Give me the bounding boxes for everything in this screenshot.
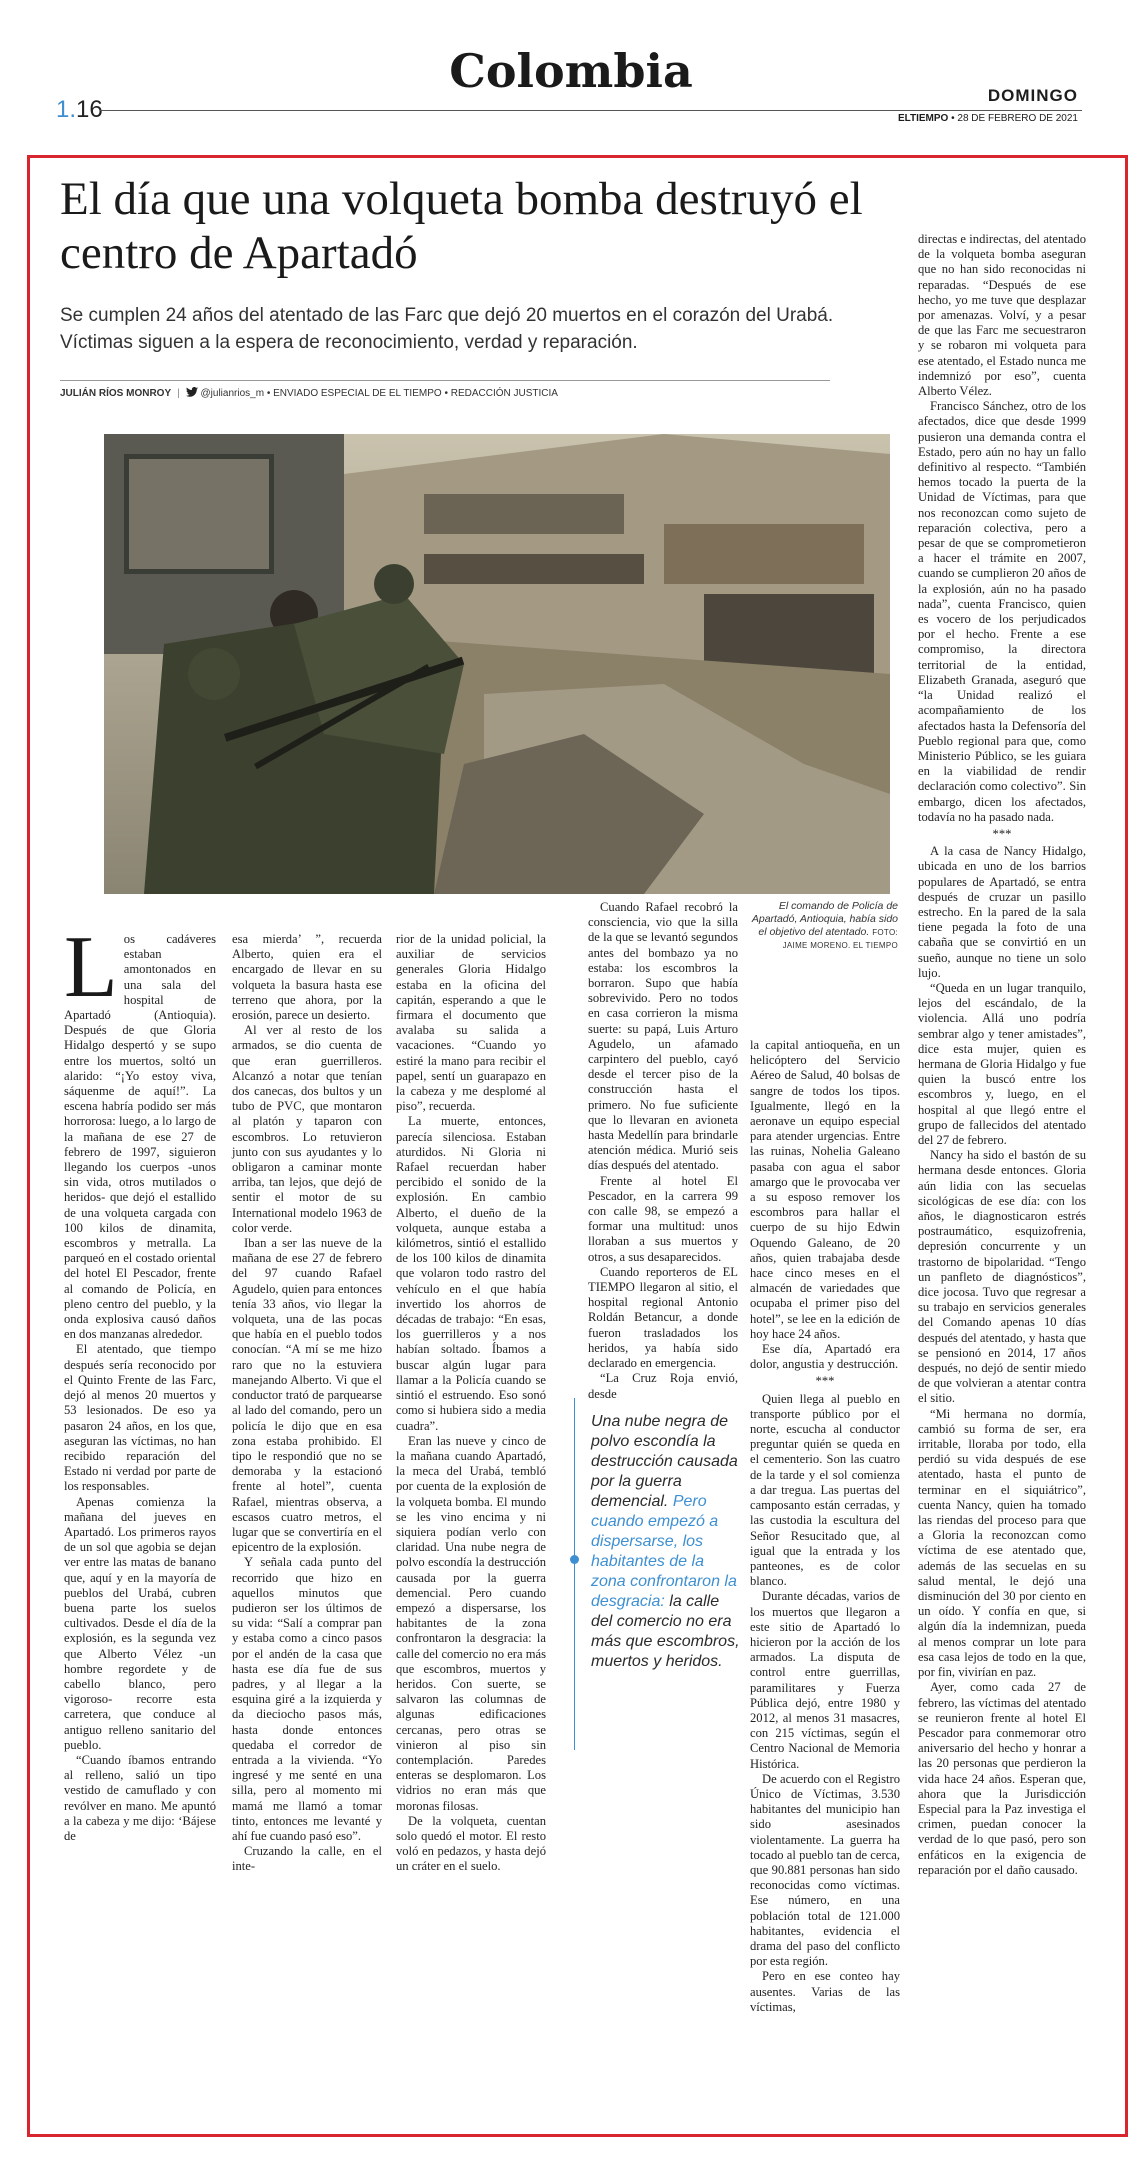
paragraph: Iban a ser las nueve de la mañana de ese 27 de febrero del 97 cuando Rafael Agudelo, quien para entonces tenía 33 años, vio llegar la volqueta, una de las pocas que había en el pueblo todos conocían. “A mí se me hizo raro que no la estuviera manejando Alberto. Vi que el conductor trató de parquearse al lado del comando, pero un policía le dijo que en esa zona estaba prohibido. El tipo le respondió que no se demoraba y la estacionó frente al hotel”, cuenta Rafael, mientras observa, a escasos cuatro metros, el lugar que se convertiría en el epicentro de la explosión. — [232, 1236, 382, 1555]
paragraph: Apenas comienza la mañana del jueves en Apartadó. Los primeros rayos de un sol que agobia se dejan ver entre las matas de banano que, aquí y en la mayoría de pueblos del Urabá, cubren buena parte los suelos cultivados. Desde el día de la explosión, es la segunda vez que Alberto Vélez -un hombre regordete y de cabello blanco, pero vigoroso- recorre esta carretera, que conduce al antiguo relleno sanitario del pueblo. — [64, 1494, 216, 1752]
column-4 — [588, 900, 738, 1401]
paragraph: Quien llega al pueblo en transporte público por el norte, escucha al conductor preguntar quién se queda en el cementerio. Son las cuatro de la tarde y el sol comienza a dar tregua. Las puertas del camposanto están cerradas, y las custodia la escultura del Señor Resucitado que, al igual que la entrada y los panteones, es de color blanco. — [750, 1391, 900, 1589]
paragraph: A la casa de Nancy Hidalgo, ubicada en uno de los barrios populares de Apartadó, se entra después de cruzar un pasillo estrecho. En la pared de la sala tiene pegada la foto de una cabaña que se convirtió en un sueño, aunque no tiene un solo lujo. — [918, 844, 1086, 980]
date-text: • 28 DE FEBRERO DE 2021 — [948, 113, 1078, 124]
column-5 — [750, 1038, 900, 2102]
page-number-value: 16 — [76, 96, 103, 123]
author-handle: @julianrios_m — [200, 388, 265, 399]
article-photo — [104, 434, 890, 894]
paragraph: Cruzando la calle, en el inte- — [232, 1844, 382, 1874]
column-6 — [918, 232, 1086, 2102]
paragraph: Nancy ha sido el bastón de su hermana desde entonces. Gloria aún lidia con las secuelas sicológicas de ese día: con los años, le diagnosticaron estrés postraumático, esquizofrenia, depresión concurrente y un trastorno de bipolaridad. “Tengo un panfleto de diagnósticos”, dice jocosa. Tuvo que regresar a su trabajo en servicios generales del Comando apenas 10 días después del atentado, y hasta que se pensionó en 2014, 17 años después, no dejó de sentir miedo de que volvieran a atentar contra el sitio. — [918, 1148, 1086, 1406]
paragraph: directas e indirectas, del atentado de la volqueta bomba aseguran que no han sido reconocidas ni reparadas. “Después de ese hecho, yo me tuve que desplazar por amenazas. Volví, y a pesar de que las Farc me secuestraron y se robaron mi volqueta para ese atentado, el Estado nunca me indemnizó por eso”, cuenta Alberto Vélez. — [918, 232, 1086, 399]
paragraph: De la volqueta, cuentan solo quedó el motor. El resto voló en pedazos, y hasta dejó un cráter en el suelo. — [396, 1813, 546, 1874]
page-number — [56, 96, 103, 124]
paragraph: Durante décadas, varios de los muertos que llegaron a este sitio de Apartadó lo hicieron por la acción de los armados. La disputa de control entre guerrillas, paramilitares y Fuerza Pública dejó, entre 1980 y 2012, al menos 31 masacres, con 215 víctimas, según el Centro Nacional de Memoria Histórica. — [750, 1589, 900, 1771]
pullquote-text: Una nube negra de polvo escondía la destrucción causada por la guerra demencial. — [591, 1413, 738, 1510]
paragraph: la capital antioqueña, en un helicóptero del Servicio Aéreo de Salud, 40 bolsas de sangre de todos los tipos. Igualmente, llegó en la aeronave un equipo especial para atender urgencias. Entre las ruinas, Nohelia Galeano pasaba con agua el sabor amargo que le provocaba ver a su esposo remover los escombros para hallar el cuerpo de su hijo Edwin Oquendo Galeano, de 20 años, quien trabajaba desde hace cinco meses en el almacén de variedades que ocupaba el primer piso del hotel”, se lee en la edición de hoy hace 24 años. — [750, 1038, 900, 1341]
paragraph: Pero en ese conteo hay ausentes. Varias de las víctimas, — [750, 1969, 900, 2014]
paragraph: “Cuando íbamos entrando al relleno, salió un tipo vestido de camuflado y con revólver en mano. Me apuntó a la cabeza y me dijo: ‘Bájese de — [64, 1752, 216, 1843]
byline — [60, 380, 830, 399]
pullquote-text-end: la calle del comercio no era más que escombros, muertos y heridos. — [591, 1593, 740, 1670]
paragraph: El atentado, que tiempo después sería reconocido por el Quinto Frente de las Farc, dejó al menos 20 muertos y 53 lesionados. De eso ya pasaron 24 años, en los que, aseguran las víctimas, no han recibido reparación del Estado ni verdad por parte de los responsables. — [64, 1342, 216, 1494]
paragraph: Ayer, como cada 27 de febrero, las víctimas del atentado se reunieron frente al hotel El Pescador para conmemorar otro aniversario del hecho y honrar a las 20 personas que perdieron la vida hace 24 años. Esperan que, ahora que la Jurisdicción Especial para la Paz investiga el crimen, puedan conocer la verdad de lo que pasó, pero son enfáticos en la exigencia de reparación por el daño causado. — [918, 1680, 1086, 1877]
byline-separator: | — [177, 388, 180, 399]
column-1 — [64, 919, 216, 2102]
page-prefix: 1. — [56, 96, 77, 123]
column-3 — [396, 932, 546, 2102]
pullquote-dot — [570, 1555, 579, 1564]
pullquote-rule — [574, 1398, 575, 1750]
caption-text: El comando de Policía de Apartadó, Antioquia, había sido el objetivo del atentado. — [751, 900, 898, 938]
photo-credit: FOTO: JAIME MORENO. EL TIEMPO — [782, 928, 898, 950]
paragraph: Cuando reporteros de EL TIEMPO llegaron al sitio, el hospital regional Antonio Roldán Betancur, a donde fueron trasladados los heridos, ya había sido declarado en emergencia. — [588, 1264, 738, 1371]
paragraph: Cuando Rafael recobró la consciencia, vio que la silla de la que se levantó segundos antes del bombazo ya no estaba: los escombros la borraron. Supo que había sobrevivido. Pero no todos en casa corrieron la misma suerte: su papá, Luis Arturo Agudelo, un afamado carpintero del pueblo, cayó desde el tercer piso de la construcción hasta el primero. No fue suficiente que lo llevaran en avioneta hasta Medellín para brindarle atención médica. Murió seis días después del atentado. — [588, 900, 738, 1173]
section-title: Colombia — [449, 44, 693, 98]
photo-graphic — [104, 434, 890, 894]
pullquote — [591, 1412, 743, 1672]
author-name: JULIÁN RÍOS MONROY — [60, 388, 172, 399]
masthead-rule — [100, 110, 1082, 111]
paragraph: Y señala cada punto del recorrido que hizo en aquellos minutos que pudieron ser los últimos de su vida: “Salí a comprar pan y estaba como a cinco pasos por el andén de la casa que hasta ese día fue de sus padres, y al llegar a la esquina giré a la izquierda y da dieciocho pasos más, hasta donde entonces quedaba el corredor de entrada a la vivienda. “Yo ingresé y me senté en una silla, pero al momento mi mamá me llamó a tomar tinto, entonces me levanté y ahí fue cuando pasó eso”. — [232, 1555, 382, 1843]
paragraph: Frente al hotel El Pescador, en la carrera 99 con calle 98, se empezó a formar una multitud: unos lloraban a sus muertos y otros, a sus desaparecidos. — [588, 1173, 738, 1264]
paragraph: Ese día, Apartadó era dolor, angustia y destrucción. — [750, 1342, 900, 1372]
section-divider: *** — [992, 826, 1012, 841]
paragraph: Al ver al resto de los armados, se dio cuenta de que eran guerrilleros. Alcanzó a notar que tenían dos canecas, dos bultos y un tubo de PVC, que montaron al platón y taparon con escombros. Lo retuvieron junto con sus ayudantes y lo obligaron a caminar monte arriba, tan lejos, que dejó de sentir el motor de su International modelo 1963 de color verde. — [232, 1023, 382, 1235]
paragraph: os cadáveres estaban amontonados en una sala del hospital de Apartadó (Antioquia). Después de que Gloria Hidalgo despertó y se supo entre los muertos, soltó un alarido: “¡Yo estoy viva, sáquenme de aquí!”. La escena habría podido ser más horrorosa: luego, a lo largo de la mañana de ese 27 de febrero de 1997, siguieron llegando los cuerpos -unos sin vida, otros mutilados o heridos- que dejó el estallido de una volqueta cargada con 100 kilos de dinamita, escombros y metralla. La parqueó en el costado oriental del hotel El Pescador, frente al comando de Policía, en pleno centro del pueblo, y la onda explosiva causó daños en dos manzanas alrededor. — [64, 932, 216, 1342]
paragraph: “Queda en un lugar tranquilo, lejos del escándalo, de la violencia. Allá uno podría sembrar algo y tener amistades”, dice esta mujer, quien es hermana de Gloria Hidalgo y fue quien la buscó entre los escombros y, luego, en el hospital al que llegó entre el grupo de fallecidos del atentado del 27 de febrero. — [918, 980, 1086, 1147]
dropcap: L — [64, 919, 118, 1016]
paragraph: rior de la unidad policial, la auxiliar de servicios generales Gloria Hidalgo estaba en la oficina del capitán, esperando a que le firmara el documento que avalaba su salida a vacaciones. “Cuando yo estiré la mano para recibir el papel, sentí un guarapazo en la cabeza y me desplomé al piso”, recuerda. — [396, 932, 546, 1114]
section-divider: *** — [815, 1374, 835, 1389]
photo-caption — [750, 900, 898, 952]
paragraph: Francisco Sánchez, otro de los afectados, dice que desde 1999 pusieron una demanda contra el Estado, pero aún no hay un fallo definitivo al respecto. “También hemos tocado la puerta de la Unidad de Víctimas, para que nos reconozcan como sujeto de reparación colectiva, pero a pesar de que se comprometieron a hacer el trámite en 2007, cuando se cumplieron 20 años de la explosión, aún no ha pasado nada”, cuenta Francisco, quien es vocero de los perjudicados por el hecho. Frente a ese compromiso, la directora territorial de la entidad, Elizabeth Granada, aseguró que “la Unidad realizó el acompañamiento de los afectados hasta la Defensoría del Pueblo regional para que, como Ministerio Público, se les guiara en la viabilidad de rendir declaración como colectivo”. Sin embargo, dicen los afectados, todavía no ha pasado nada. — [918, 399, 1086, 824]
twitter-icon — [186, 387, 198, 397]
masthead — [0, 0, 1142, 150]
paper-name: ELTIEMPO — [897, 113, 949, 124]
author-role: • ENVIADO ESPECIAL DE EL TIEMPO • REDACCIÓN JUSTICIA — [266, 388, 558, 399]
day-label: DOMINGO — [987, 86, 1078, 105]
paragraph: “Mi hermana no dormía, cambió su forma de ser, era irritable, lloraba por todo, ella perdió su vida después de ese atentado, hasta el punto de terminar en el siquiátrico”, cuenta Nancy, quien ha tomado las riendas del proceso para que a Gloria la reconozcan como víctima de ese atentado que, además de las secuelas en su salud mental, le dejó una disminución del 30 por ciento en un oído. Y confía en que, si algún día la indemnizan, pueda al menos comprar un lote para esa casa lejos de todo en la que, por fin, vivirían en paz. — [918, 1406, 1086, 1680]
column-2 — [232, 932, 382, 2102]
paragraph: esa mierda’ ”, recuerda Alberto, quien era el encargado de llevar en su volqueta la basura hasta ese terreno que ahora, por la erosión, parece un desierto. — [232, 932, 382, 1023]
pullquote-highlight: Pero cuando empezó a dispersarse, los habitantes de la zona confrontaron la desgracia: — [591, 1493, 737, 1610]
paragraph: De acuerdo con el Registro Único de Víctimas, 3.530 habitantes del municipio han sido asesinados violentamente. La guerra ha tocado al pueblo tan de cerca, que 90.881 personas han sido reconocidas como víctimas. Ese número, en una población total de 121.000 habitantes, evidencia el drama del paso del conflicto por esta región. — [750, 1771, 900, 1969]
headline: El día que una volqueta bomba destruyó el centro de Apartadó — [60, 173, 863, 279]
paragraph: Eran las nueve y cinco de la mañana cuando Apartadó, la meca del Urabá, tembló por cuenta de la explosión de la volqueta bomba. El mundo se les vino encima y ni siquiera podían verlo con claridad. Una nube negra de polvo escondía la destrucción causada por la guerra demencial. Pero cuando empezó a dispersarse, los habitantes de la zona confrontaron la desgracia: la calle del comercio no era más que escombros, muertos y heridos. Con suerte, se salvaron las columnas de algunas edificaciones cercanas, pero otras se vinieron al piso sin contemplación. Paredes enteras se desplomaron. Los vidrios no eran más que moronas filosas. — [396, 1433, 546, 1813]
paragraph: “La Cruz Roja envió, desde — [588, 1371, 738, 1401]
issue-date — [898, 113, 1078, 124]
paragraph: La muerte, entonces, parecía silenciosa. Estaban aturdidos. Ni Gloria ni Rafael recuerdan haber percibido el sonido de la explosión. En cambio Alberto, el dueño de la volqueta, aunque estaba a kilómetros, sintió el estallido de los 100 kilos de dinamita que volaron todo rastro del vehículo en el que había invertido los ahorros de décadas de trabajo: “En esas, los guerrilleros y a nos habían soltado. Íbamos a buscar algún lugar para llamar a la Policía cuando se sintió el estruendo. Eso sonó como si hubiera sido a media cuadra”. — [396, 1114, 546, 1433]
deck: Se cumplen 24 años del atentado de las Farc que dejó 20 muertos en el corazón del Urabá. Víctimas siguen a la espera de reconocimiento, verdad y reparación. — [60, 305, 834, 353]
